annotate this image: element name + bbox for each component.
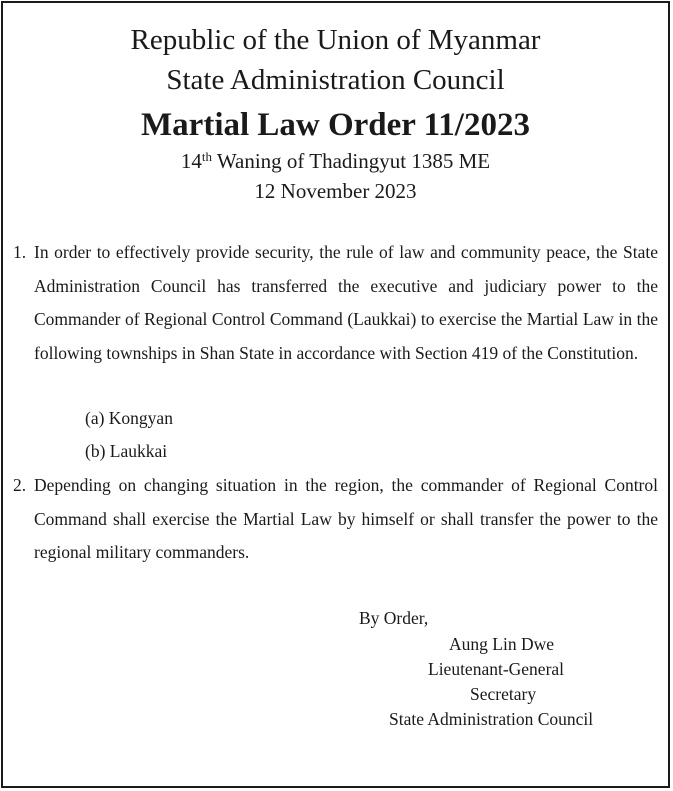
signatory-rank: Lieutenant-General bbox=[428, 659, 565, 679]
paragraph-2-text: Depending on changing situation in the region, the commander of Regional Control Command shall exercise the Martial Law by himself or shall transfer the power to the regional military commanders. bbox=[34, 475, 658, 562]
myanmar-date-suffix: th bbox=[201, 149, 212, 164]
paragraph-2-number: 2. bbox=[13, 475, 27, 495]
signature-by-order: By Order, bbox=[359, 608, 429, 628]
gregorian-date: 12 November 2023 bbox=[254, 179, 417, 203]
township-item-kongyan: (a) Kongyan bbox=[85, 408, 173, 428]
township-item-laukkai: (b) Laukkai bbox=[85, 441, 168, 461]
signatory-position: Secretary bbox=[470, 684, 537, 704]
myanmar-date bbox=[3, 147, 668, 175]
paragraph-1 bbox=[13, 236, 658, 370]
header-council: State Administration Council bbox=[166, 64, 505, 96]
header-country: Republic of the Union of Myanmar bbox=[130, 24, 541, 56]
myanmar-date-rest: Waning of Thadingyut 1385 ME bbox=[212, 149, 491, 173]
order-title: Martial Law Order 11/2023 bbox=[141, 107, 530, 143]
paragraph-2 bbox=[13, 469, 658, 570]
myanmar-date-day: 14 bbox=[180, 149, 202, 173]
document-frame bbox=[1, 1, 670, 788]
paragraph-1-number: 1. bbox=[13, 242, 27, 262]
signatory-organization: State Administration Council bbox=[389, 709, 594, 729]
paragraph-1-text: In order to effectively provide security, the rule of law and community peace, the State Administration Council has transferred the executive and judiciary power to the Commander of Regional Control Command (Laukkai) to exercise the Martial Law in the following townships in Shan State in accordance with Section 419 of the Constitution. bbox=[34, 242, 658, 363]
signatory-name: Aung Lin Dwe bbox=[449, 634, 554, 654]
